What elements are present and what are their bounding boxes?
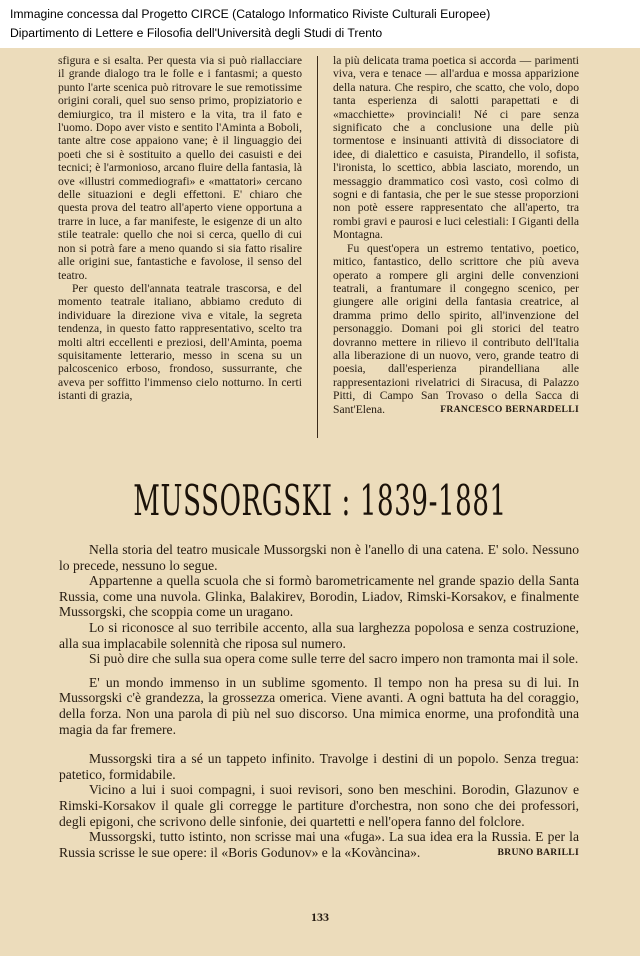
byline-barilli: BRUNO BARILLI [497, 846, 579, 858]
right-paragraph-1: la più delicata trama poetica si accorda — parimenti viva, vera e tenace — all'ardua e mossa apparizione della natura. Che respiro, che scatto, che volo, dopo tanta esperienza di salotti parapettati e di «macchiette» provinciali! Né ci pare senza significato che a conclusione una delle più tormentose e insinuanti attività di dissociatore di idee, di dialettico e casuista, Pirandello, il sofista, l'ironista, lo scettico, abbia lasciato, morendo, un messaggio drammatico così vasto, così colmo di sogni e di fantasia, che per le sue stesse proporzioni non potè essere rappresentato che all'aperto, tra rombi gravi e paurosi e luci celestiali: I Giganti della Montagna. [333, 54, 579, 242]
article-paragraph-last-text: Mussorgski, tutto istinto, non scrisse mai una «fuga». La sua idea era la Russia. E per la Russia scrisse le sue opere: il «Boris Godunov» e la «Kovàncina». [59, 829, 579, 860]
article-paragraph: Nella storia del teatro musicale Mussorgski non è l'anello di una catena. E' solo. Nessuno lo precede, nessuno lo segue. [59, 542, 579, 573]
article-title: MUSSORGSKI : 1839-1881 [133, 476, 507, 525]
banner-line-2: Dipartimento di Lettere e Filosofia dell'Università degli Studi di Trento [10, 26, 383, 40]
article-paragraph: Si può dire che sulla sua opera come sulle terre del sacro impero non tramonta mai il sole. [89, 651, 579, 667]
column-divider [317, 56, 318, 438]
left-column [58, 54, 302, 403]
right-column [333, 54, 579, 416]
left-paragraph-1: sfigura e si esalta. Per questa via si può riallacciare il grande dialogo tra le folle e i fantasmi; a questo punto l'arte scenica può ritrovare le sue remotissime origini corali, quel suo senso primo, propiziatorio e demiurgico, tra il mistero e la vita, tra il fato e l'uomo. Dopo aver visto e sentito l'Aminta a Boboli, tante altre cose appaiono vane; è il linguaggio dei poeti che si è sostituito a quello dei casuisti e dei tecnici; è l'armonioso, arcano fluire della fantasia, là ove «illustri commediografi» e «mattatori» cercano delle situazioni e degli effettoni. E' chiaro che questa prova del teatro all'aperto viene opportuna a trarre in luce, a far manifeste, le esigenze di un alto stile teatrale: quello che noi si cerca, quello di cui non si potrà fare a meno quando si sia fatto risalire alle origini sue, fantastiche e favolose, il senso del teatro. [58, 54, 302, 282]
article-paragraph: Lo si riconosce al suo terribile accento, alla sua larghezza popolosa e senza costruzione, alla sua implacabile solennità che riposa sul numero. [59, 619, 579, 651]
article-paragraph [59, 829, 579, 860]
left-paragraph-2: Per questo dell'annata teatrale trascorsa, e del momento teatrale italiano, abbiamo creduto di individuare la direzione viva e vitale, la segreta tendenza, in questo fatto rappresentativo, scelto tra molti altri eccellenti e preziosi, dell'Aminta, poema squisitamente letterario, messo in scena su un palcoscenico erboso, frondoso, sussurrante, che aveva per soffitto l'immenso cielo notturno. In certi istanti di grazia, [58, 281, 302, 403]
page-number: 133 [311, 910, 329, 924]
source-banner [0, 0, 640, 48]
article-body [59, 542, 579, 860]
right-paragraph-2 [333, 242, 579, 416]
article-paragraph: Vicino a lui i suoi compagni, i suoi revisori, sono ben meschini. Borodin, Glazunov e Rimski-Korsakov il quale gli corregge le partiture d'orchestra, non sono che dei professori, degli epigoni, che scrivono delle sinfonie, dei quartetti e nell'opera fanno del folclore. [59, 782, 579, 829]
article-paragraph: E' un mondo immenso in un sublime sgomento. Il tempo non ha presa su di lui. In Mussorgski c'è grandezza, la grossezza omerica. Viene avanti. A ogni battuta ha del coraggio, della forza. Non una parola di più nel suo discorso. Una mimica enorme, una profondità una magia da far fremere. [59, 674, 579, 737]
right-paragraph-2-text: Fu quest'opera un estremo tentativo, poetico, mitico, fantastico, dello scrittore che più aveva operato a rompere gli argini delle convenzioni teatrali, a frantumare il congegno scenico, per giungere alle origini della fantasia creatrice, al dramma primo dello spirito, all'invenzione del personaggio. Domani poi gli storici del teatro dovranno mettere in rilievo il contributo dell'Italia alla liberazione di un nuovo, vero, grande teatro di poesia, dall'esperienza pirandelliana alle rappresentazioni rivelatrici di Siracusa, di Palazzo Pitti, di Campo San Trovaso o della Sacca di Sant'Elena. [333, 241, 579, 416]
byline-bernardelli: FRANCESCO BERNARDELLI [440, 403, 579, 415]
article-paragraph: Appartenne a quella scuola che si formò barometricamente nel grande spazio della Santa Russia, come una nuvola. Glinka, Balakirev, Borodin, Liadov, Rimski-Korsakov, e finalmente Mussorgski, che scoppia come un uragano. [59, 573, 579, 620]
banner-line-1: Immagine concessa dal Progetto CIRCE (Catalogo Informatico Riviste Culturali Europee) [10, 7, 491, 21]
article-paragraph: Mussorgski tira a sé un tappeto infinito. Travolge i destini di un popolo. Senza tregua: patetico, formidabile. [59, 751, 579, 782]
